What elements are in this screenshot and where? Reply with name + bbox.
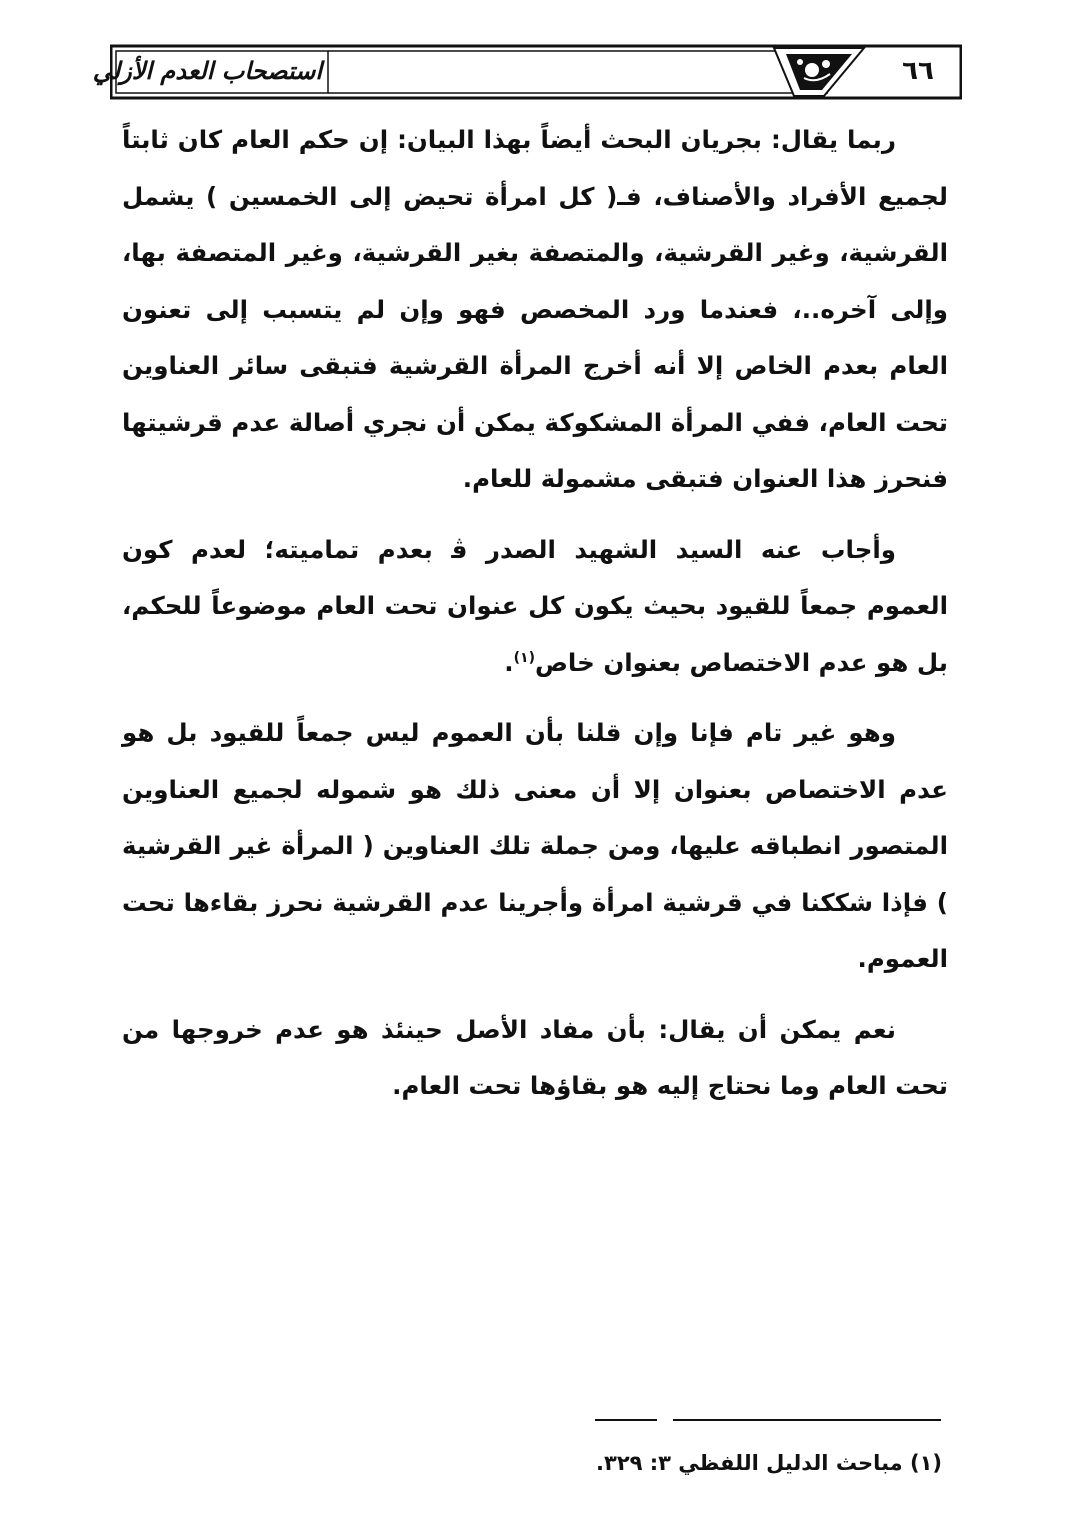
- paragraph-text: ربما يقال: بجريان البحث أيضاً بهذا البيان: إن حكم العام كان ثابتاً لجميع الأفراد والأصناف، فـ( كل امرأة تحيض إلى الخمسين ) يشمل القرشية، وغير القرشية، والمتصفة بغير القرشية، وغير المتصفة بها، وإلى آخره..، فعندما ورد المخصص فهو وإن لم يتسبب إلى تعنون العام بعدم الخاص إلا أنه أخرج المرأة القرشية فتبقى سائر العناوين تحت العام، ففي المرأة المشكوكة يمكن أن نجري أصالة عدم قرشيتها فنحرز هذا العنوان فتبقى مشمولة للعام.: [122, 125, 948, 493]
- separator-line: [673, 1419, 941, 1421]
- paragraph-text: وهو غير تام فإنا وإن قلنا بأن العموم ليس جمعاً للقيود بل هو عدم الاختصاص بعنوان إلا أن معنى ذلك هو شموله لجميع العناوين المتصور انطباقه عليها، ومن جملة تلك العناوين ( المرأة غير القرشية ) فإذا شككنا في قرشية امرأة وأجرينا عدم القرشية نحرز بقاءها تحت العموم.: [122, 718, 948, 973]
- footnote: (١) مباحث الدليل اللفظي ٣: ٣٢٩.: [596, 1451, 942, 1475]
- paragraph-tail: .: [504, 647, 514, 677]
- separator-line-short: [595, 1419, 657, 1421]
- paragraph: [122, 705, 948, 988]
- main-text: [122, 112, 948, 1129]
- footnote-separator: [595, 1419, 941, 1421]
- header-ornament-icon: [764, 44, 874, 100]
- paragraph: [122, 522, 948, 692]
- page-header: [92, 44, 962, 100]
- paragraph-text: وأجاب عنه السيد الشهيد الصدر ﭬ بعدم تماميته؛ لعدم كون العموم جمعاً للقيود بحيث يكون كل عنوان تحت العام موضوعاً للحكم، بل هو عدم الاختصاص بعنوان خاص: [122, 534, 948, 677]
- footnote-reference[interactable]: (١): [513, 649, 535, 666]
- page-number: ٦٦: [902, 56, 934, 86]
- running-title: استصحاب العدم الأزلي: [92, 56, 322, 85]
- paragraph: [122, 112, 948, 508]
- paragraph: [122, 1002, 948, 1115]
- paragraph-text: نعم يمكن أن يقال: بأن مفاد الأصل حينئذ هو عدم خروجها من تحت العام وما نحتاج إليه هو بقاؤها تحت العام.: [122, 1014, 948, 1100]
